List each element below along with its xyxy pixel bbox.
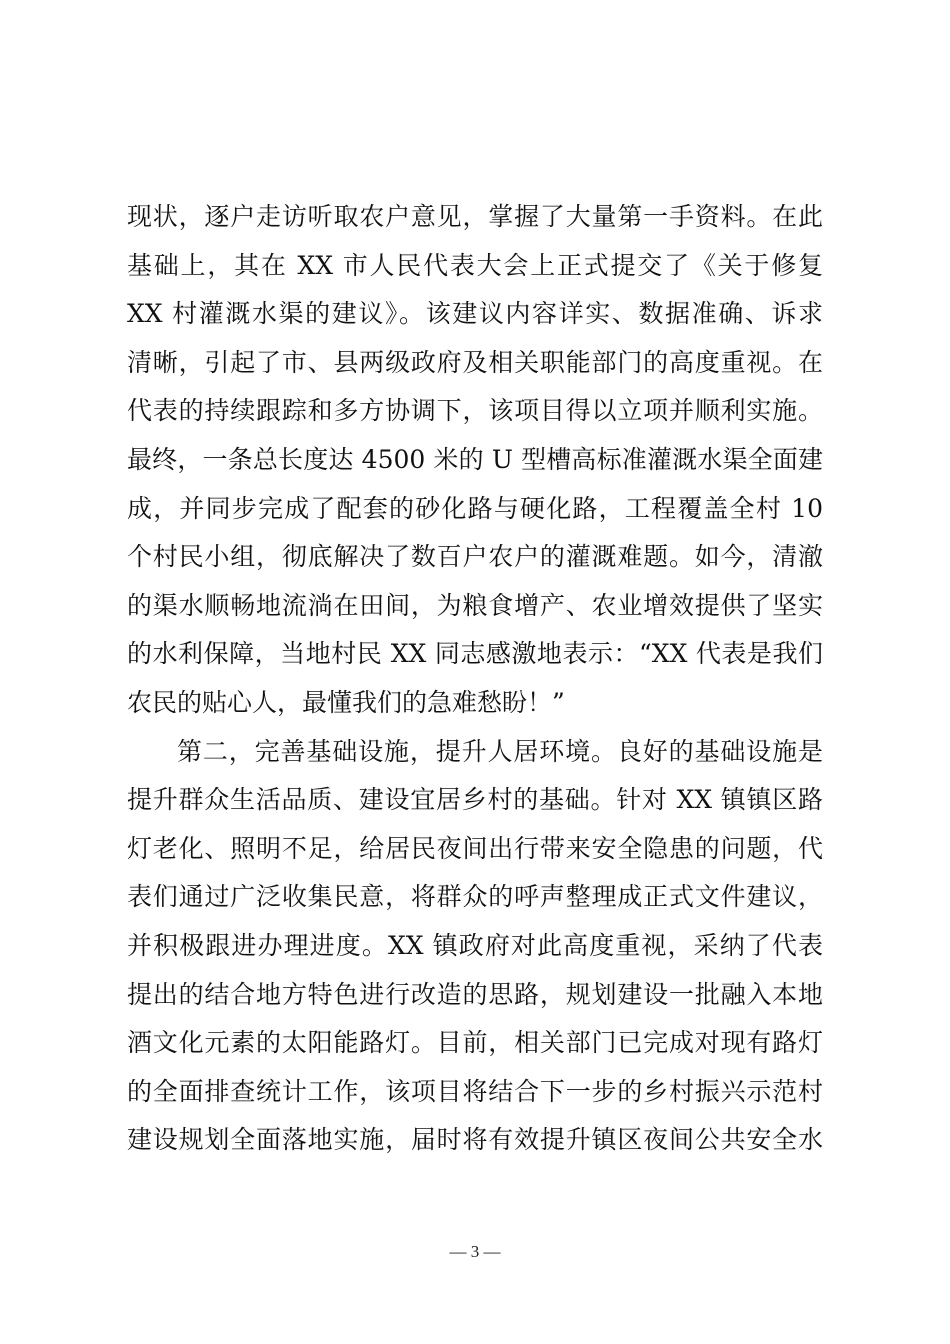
text-line: 基础上，其在 XX 市人民代表大会上正式提交了《关于修复 [127, 250, 823, 280]
page-number: — 3 — [449, 1242, 501, 1261]
text-line: 代表的持续跟踪和多方协调下，该项目得以立项并顺利实施。 [127, 396, 823, 426]
text-line: 灯老化、照明不足，给居民夜间出行带来安全隐患的问题，代 [127, 833, 823, 863]
text-line: 的水利保障，当地村民 XX 同志感激地表示：“XX 代表是我们 [127, 639, 823, 669]
text-line: 清晰，引起了市、县两级政府及相关职能部门的高度重视。在 [127, 347, 823, 377]
text-line: 酒文化元素的太阳能路灯。目前，相关部门已完成对现有路灯 [127, 1028, 823, 1058]
text-line: 个村民小组，彻底解决了数百户农户的灌溉难题。如今，清澈 [127, 542, 823, 572]
text-line: 提升群众生活品质、建设宜居乡村的基础。针对 XX 镇镇区路 [127, 785, 823, 815]
text-line: 建设规划全面落地实施，届时将有效提升镇区夜间公共安全水 [127, 1125, 823, 1155]
text-line: 并积极跟进办理进度。XX 镇政府对此高度重视，采纳了代表 [127, 930, 823, 960]
text-line: 的全面排查统计工作，该项目将结合下一步的乡村振兴示范村 [127, 1076, 823, 1106]
paragraph-1 [127, 193, 823, 728]
text-line: 表们通过广泛收集民意，将群众的呼声整理成正式文件建议， [127, 882, 823, 912]
text-line: 成，并同步完成了配套的砂化路与硬化路，工程覆盖全村 10 [127, 493, 823, 523]
text-line: 提出的结合地方特色进行改造的思路，规划建设一批融入本地 [127, 979, 823, 1009]
text-line: 农民的贴心人，最懂我们的急难愁盼！” [127, 687, 565, 717]
text-line: 最终，一条总长度达 4500 米的 U 型槽高标准灌溉水渠全面建 [127, 444, 823, 474]
text-line: XX 村灌溉水渠的建议》。该建议内容详实、数据准确、诉求 [127, 299, 823, 329]
body-text [127, 193, 823, 1165]
paragraph-2 [127, 728, 823, 1165]
text-line: 的渠水顺畅地流淌在田间，为粮食增产、农业增效提供了坚实 [127, 590, 823, 620]
text-line: 第二，完善基础设施，提升人居环境。良好的基础设施是 [177, 736, 823, 766]
text-line: 现状，逐户走访听取农户意见，掌握了大量第一手资料。在此 [127, 202, 823, 231]
